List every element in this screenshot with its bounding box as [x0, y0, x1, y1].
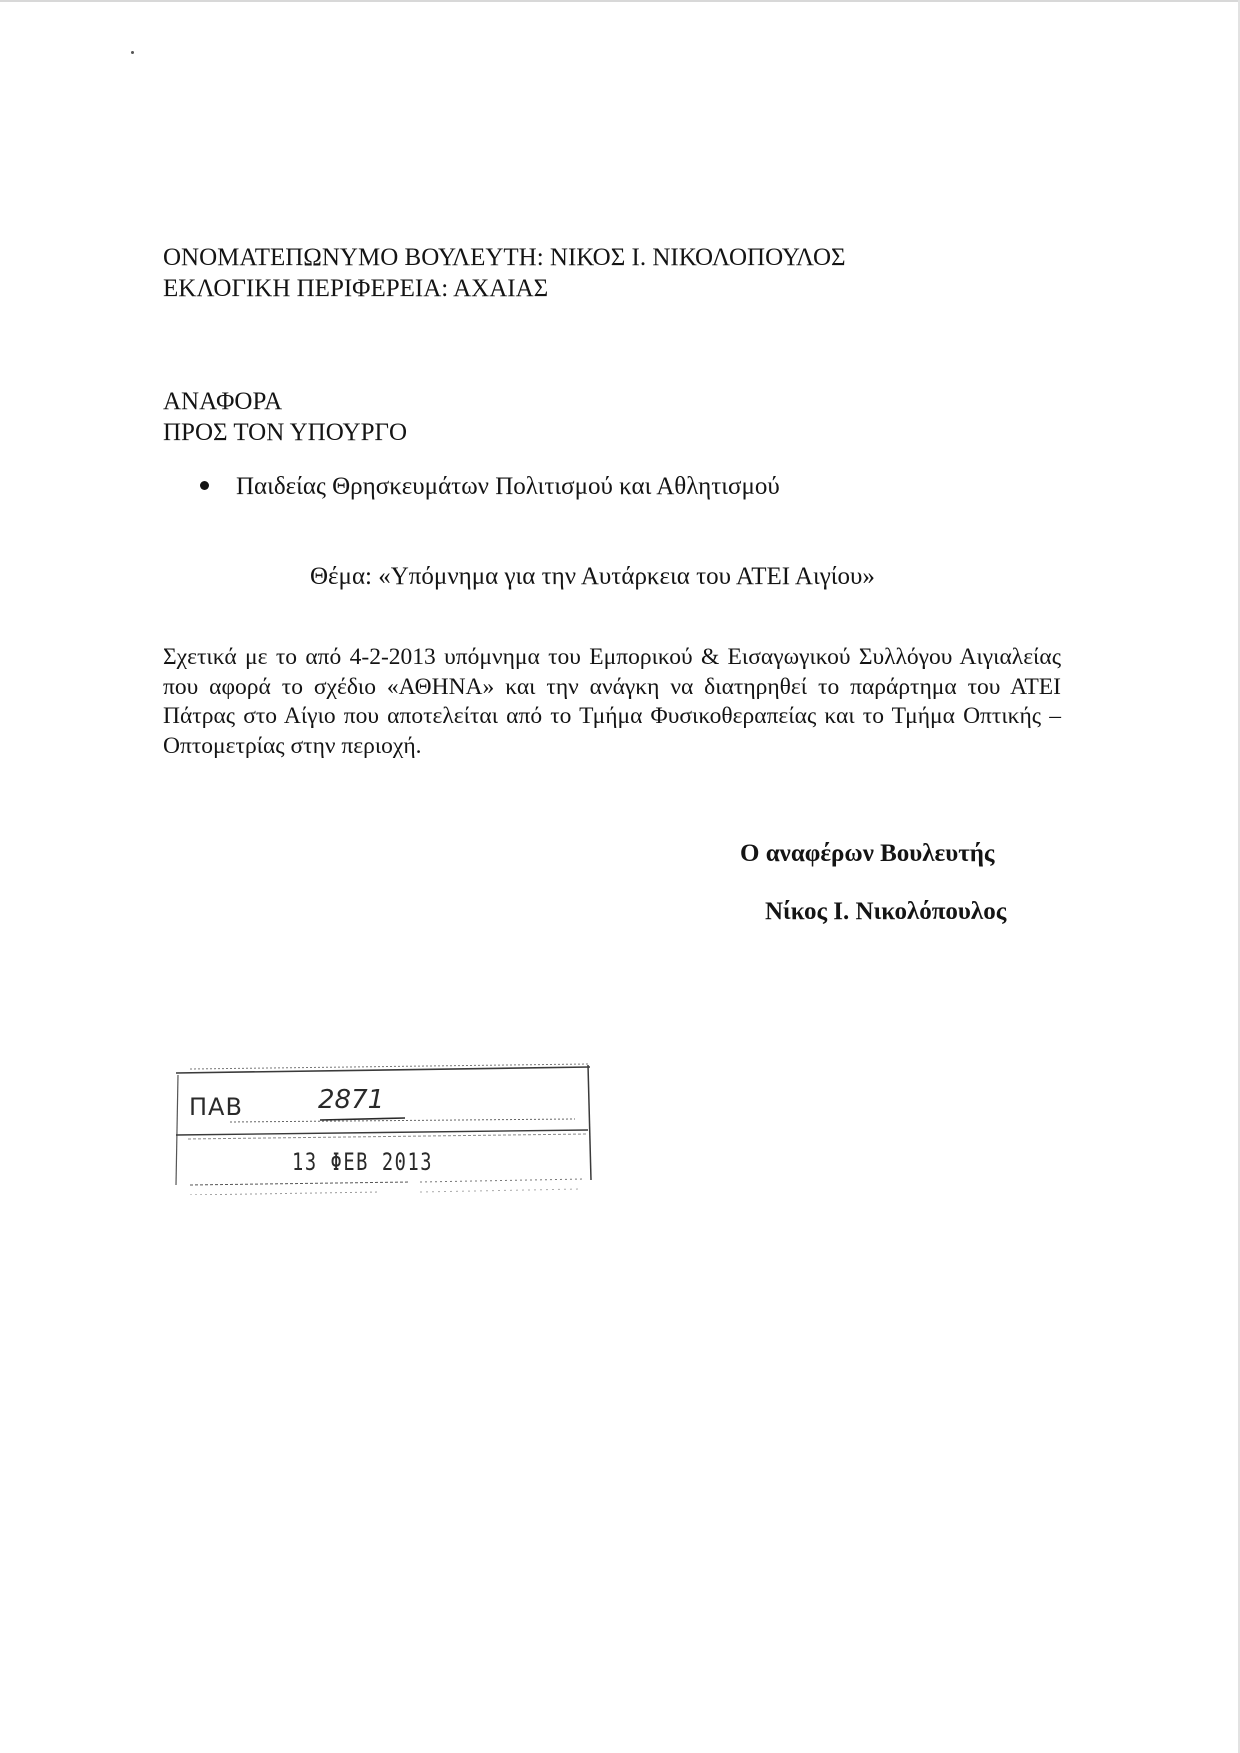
subject-text: «Υπόμνημα για την Αυτάρκεια του ΑΤΕΙ Αιγίου»	[378, 563, 875, 590]
stamp-label: ΠΑΒ	[189, 1093, 243, 1121]
subject-label: Θέμα:	[310, 563, 372, 590]
stamp-number: 2871	[318, 1085, 385, 1115]
signature-role: Ο αναφέρων Βουλευτής	[740, 840, 995, 867]
registry-stamp	[170, 1055, 595, 1195]
report-block	[163, 386, 407, 448]
bullet-icon	[200, 481, 209, 490]
constituency-line: ΕΚΛΟΓΙΚΗ ΠΕΡΙΦΕΡΕΙΑ: ΑΧΑΙΑΣ	[163, 275, 549, 302]
report-title: ΑΝΑΦΟΡΑ	[163, 388, 283, 415]
ministry-list	[200, 473, 780, 501]
ministry-name: Παιδείας Θρησκευμάτων Πολιτισμού και Αθλητισμού	[236, 473, 780, 500]
subject-line	[310, 563, 875, 591]
scan-speck	[131, 51, 134, 54]
scan-top-edge	[0, 0, 1240, 2]
body-paragraph: Σχετικά με το από 4-2-2013 υπόμνημα του Εμπορικού & Εισαγωγικού Συλλόγου Αιγιαλείας που αφορά το σχέδιο «ΑΘΗΝΑ» και την ανάγκη να διατηρηθεί το παράρτημα του ΑΤΕΙ Πάτρας στο Αίγιο που αποτελείται από το Τμήμα Φυσικοθεραπείας και το Τμήμα Οπτικής – Οπτομετρίας στην περιοχή.	[163, 644, 1061, 759]
signature-name: Νίκος Ι. Νικολόπουλος	[765, 898, 1007, 925]
report-recipient: ΠΡΟΣ ΤΟΝ ΥΠΟΥΡΓΟ	[163, 419, 407, 446]
mp-name-line: ΟΝΟΜΑΤΕΠΩΝΥΜΟ ΒΟΥΛΕΥΤΗ: ΝΙΚΟΣ Ι. ΝΙΚΟΛΟΠΟΥΛΟΣ	[163, 244, 846, 271]
stamp-date: 13 ΦΕΒ 2013	[292, 1148, 434, 1176]
list-item	[200, 473, 780, 501]
header-block	[163, 242, 846, 304]
